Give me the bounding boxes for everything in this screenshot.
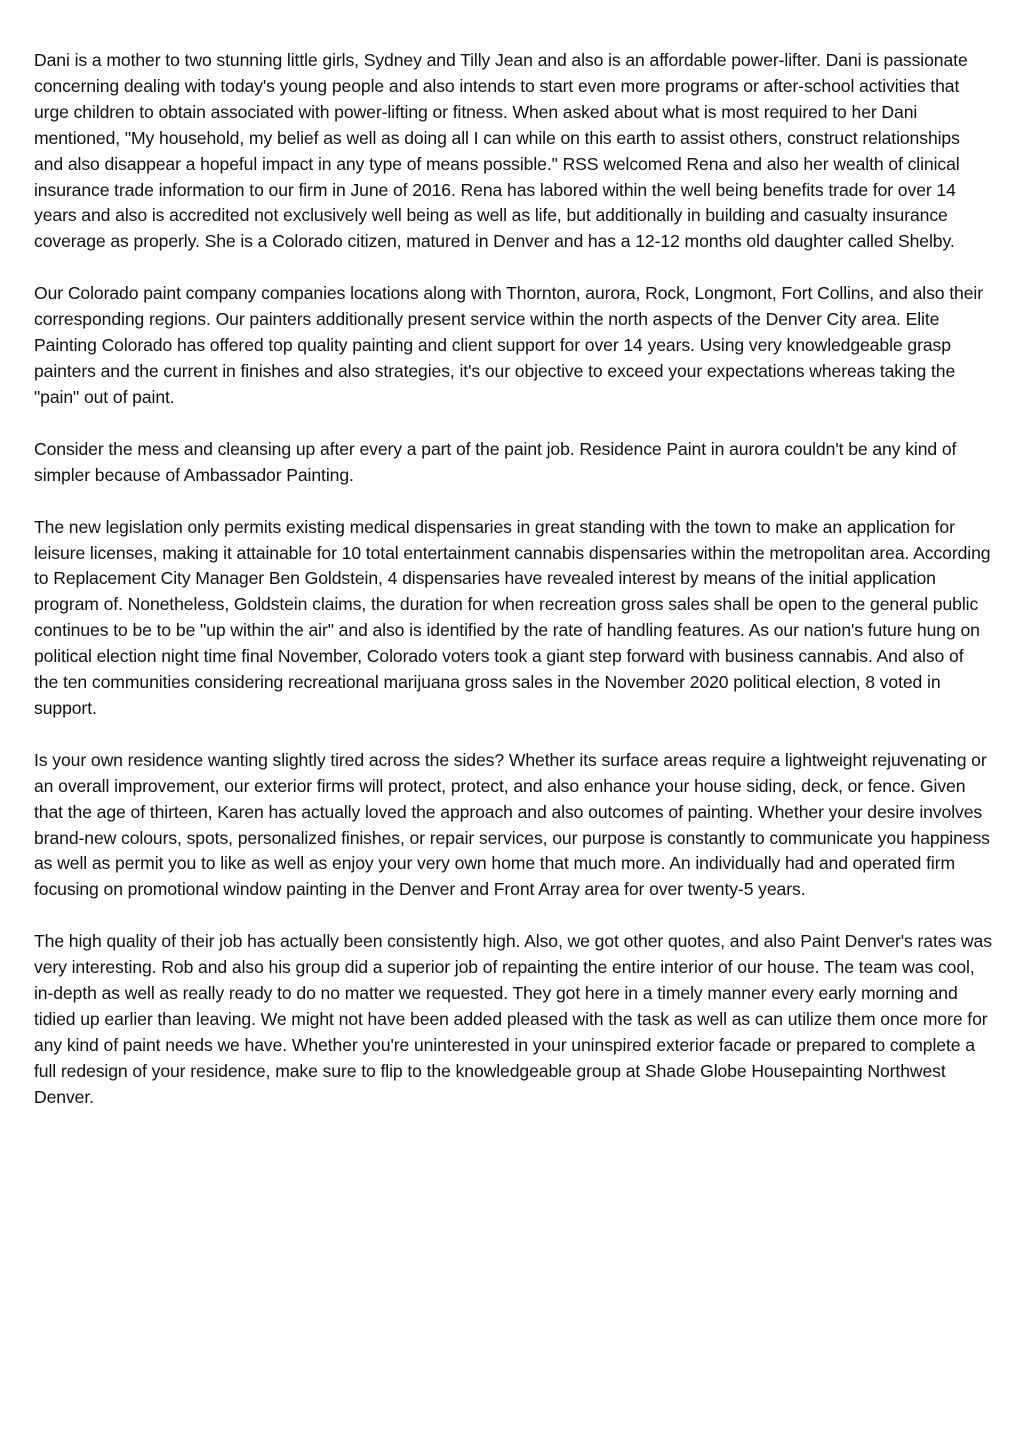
- paragraph-3: Consider the mess and cleansing up after every a part of the paint job. Residence Paint in aurora couldn't be any kind of simpler because of Ambassador Painting.: [34, 438, 957, 485]
- paragraph-1: Dani is a mother to two stunning little girls, Sydney and Tilly Jean and also is an affordable power-lifter. Dani is passionate concerning dealing with today's young people and also intends to start even more programs or after-school activities that urge children to obtain associated with power-lifting or fitness. When asked about what is most required to her Dani mentioned, "My household, my belief as well as doing all I can while on this earth to assist others, construct relationships and also disappear a hopeful impact in any type of means possible." RSS welcomed Rena and also her wealth of clinical insurance trade information to our firm in June of 2016. Rena has labored within the well being benefits trade for over 14 years and also is accredited not exclusively well being as well as life, but additionally in building and casualty insurance coverage as properly. She is a Colorado citizen, matured in Denver and has a 12-12 months old daughter called Shelby.: [34, 50, 968, 252]
- paragraph-4: The new legislation only permits existing medical dispensaries in great standing with the town to make an application for leisure licenses, making it attainable for 10 total entertainment cannabis dispensaries within the metropolitan area. According to Replacement City Manager Ben Goldstein, 4 dispensaries have revealed interest by means of the initial application program of. Nonetheless, Goldstein claims, the duration for when recreation gross sales shall be open to the general public continues to be to be "up within the air" and also is identified by the rate of handling features. As our nation's future hung on political election night time final November, Colorado voters took a giant step forward with business cannabis. And also of the ten communities considering recreational marijuana gross sales in the November 2020 political election, 8 voted in support.: [34, 516, 991, 718]
- document-body: [34, 48, 992, 1137]
- paragraph-2: Our Colorado paint company companies locations along with Thornton, aurora, Rock, Longmont, Fort Collins, and also their corresponding regions. Our painters additionally present service within the north aspects of the Denver City area. Elite Painting Colorado has offered top quality painting and client support for over 14 years. Using very knowledgeable grasp painters and the current in finishes and also strategies, it's our objective to exceed your expectations whereas taking the "pain" out of paint.: [34, 283, 983, 407]
- paragraph-6: The high quality of their job has actually been consistently high. Also, we got other quotes, and also Paint Denver's rates was very interesting. Rob and also his group did a superior job of repainting the entire interior of our house. The team was cool, in-depth as well as really ready to do no matter we requested. They got here in a timely manner every early morning and tidied up earlier than leaving. We might not have been added pleased with the task as well as can utilize them once more for any kind of paint needs we have. Whether you're uninterested in your uninspired exterior facade or prepared to complete a full redesign of your residence, make sure to flip to the knowledgeable group at Shade Globe Housepainting Northwest Denver.: [34, 931, 992, 1107]
- paragraph-5: Is your own residence wanting slightly tired across the sides? Whether its surface areas require a lightweight rejuvenating or an overall improvement, our exterior firms will protect, protect, and also enhance your house siding, deck, or fence. Given that the age of thirteen, Karen has actually loved the approach and also outcomes of painting. Whether your desire involves brand-new colours, spots, personalized finishes, or repair services, our purpose is constantly to communicate you happiness as well as permit you to like as well as enjoy your very own home that much more. An individually had and operated firm focusing on promotional window painting in the Denver and Front Array area for over twenty-5 years.: [34, 749, 990, 900]
